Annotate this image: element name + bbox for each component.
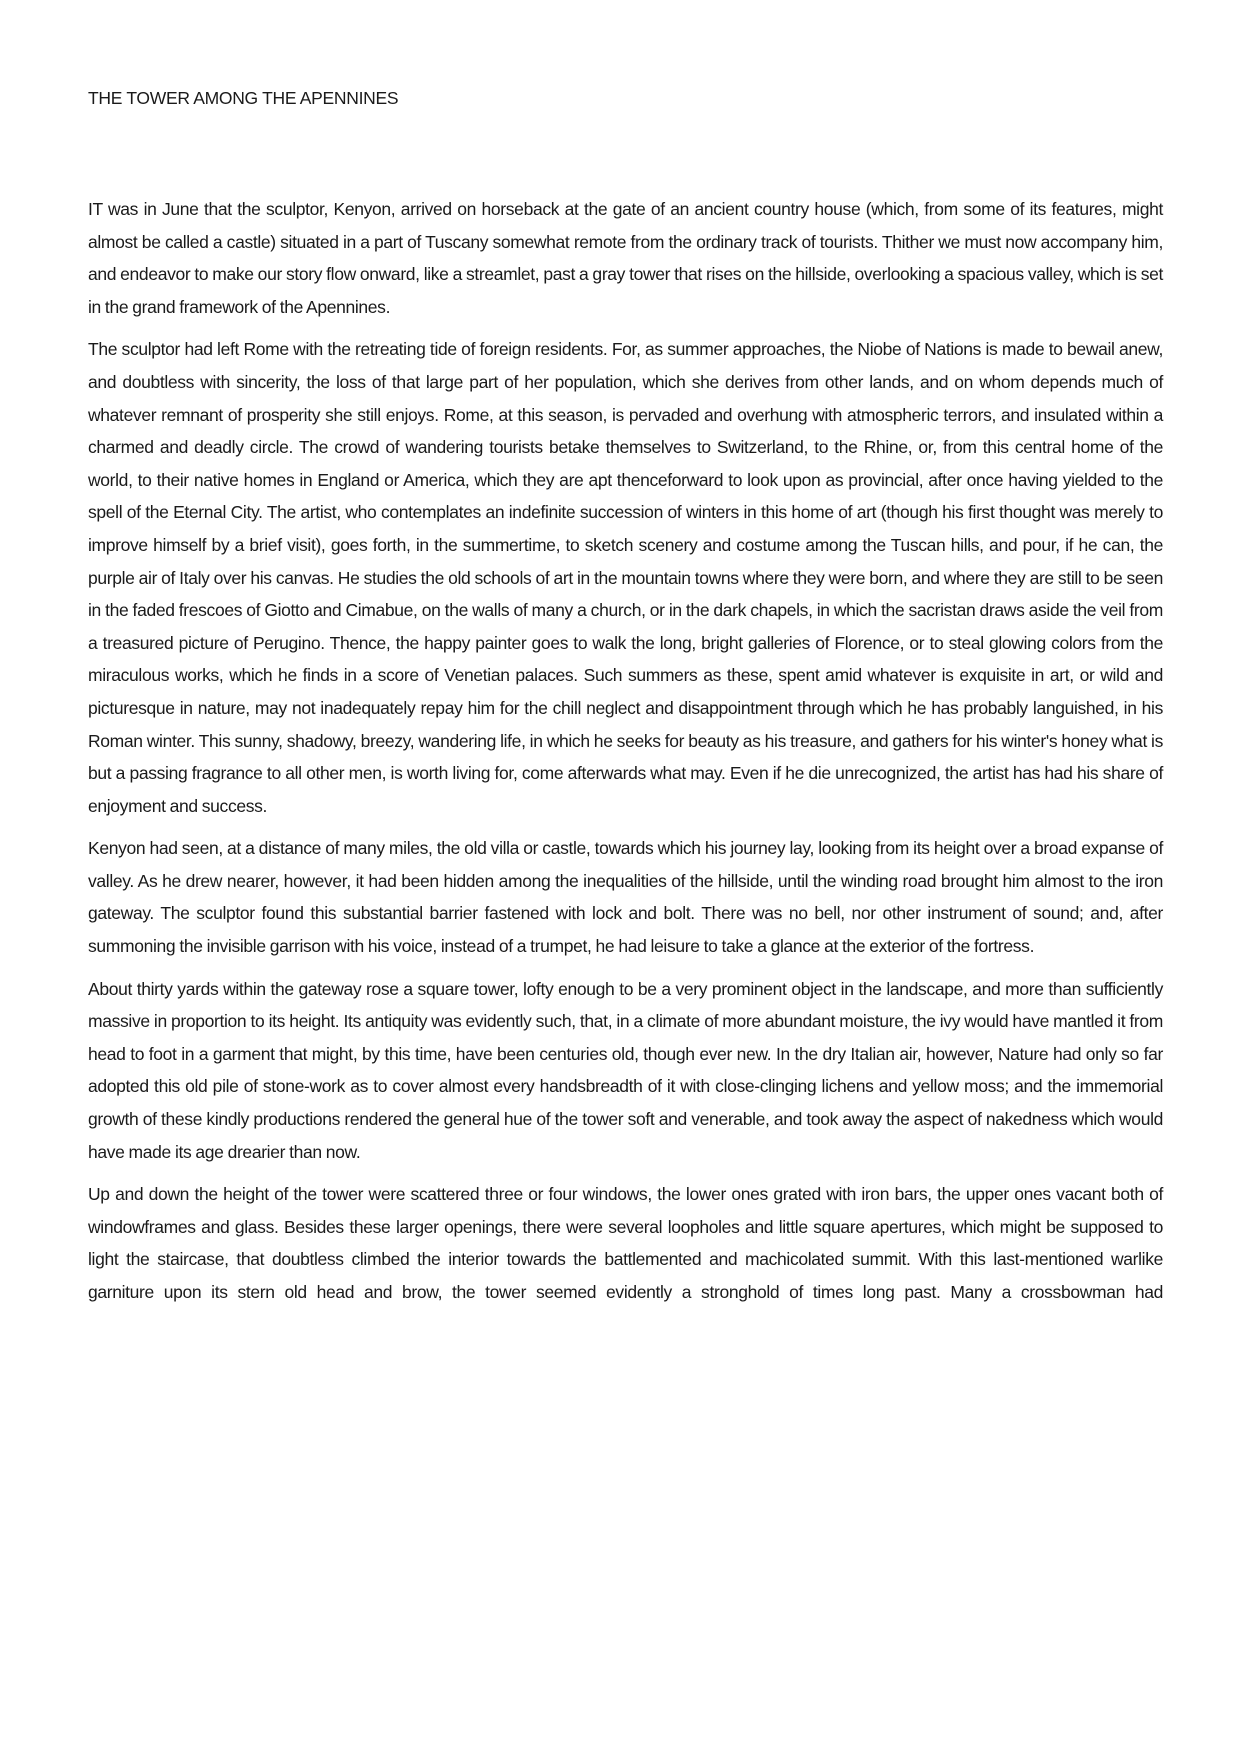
paragraph-5: Up and down the height of the tower were scattered three or four windows, the lower ones grated with iron bars, the upper ones vacant both of windowframes and glass. Besides these larger openings, there were several loopholes and little square apertures, which might be supposed to light the staircase, that doubtless climbed the interior towards the battlemented and machicolated summit. With this last-mentioned warlike garniture upon its stern old head and brow, the tower seemed evidently a stronghold of times long past. Many a crossbowman had [88,1184,1163,1302]
paragraph-3: Kenyon had seen, at a distance of many miles, the old villa or castle, towards which his journey lay, looking from its height over a broad expanse of valley. As he drew nearer, however, it had been hidden among the inequalities of the hillside, until the winding road brought him almost to the iron gateway. The sculptor found this substantial barrier fastened with lock and bolt. There was no bell, nor other instrument of sound; and, after summoning the invisible garrison with his voice, instead of a trumpet, he had leisure to take a glance at the exterior of the fortress. [88,838,1163,957]
paragraph-4: About thirty yards within the gateway rose a square tower, lofty enough to be a very prominent object in the landscape, and more than sufficiently massive in proportion to its height. Its antiquity was evidently such, that, in a climate of more abundant moisture, the ivy would have mantled it from head to foot in a garment that might, by this time, have been centuries old, though ever new. In the dry Italian air, however, Nature had only so far adopted this old pile of stone-work as to cover almost every handsbreadth of it with close-clinging lichens and yellow moss; and the immemorial growth of these kindly productions rendered the general hue of the tower soft and venerable, and took away the aspect of nakedness which would have made its age drearier than now. [88,978,1163,1162]
paragraph-2: The sculptor had left Rome with the retreating tide of foreign residents. For, as summer approaches, the Niobe of Nations is made to bewail anew, and doubtless with sincerity, the loss of that large part of her population, which she derives from other lands, and on whom depends much of whatever remnant of prosperity she still enjoys. Rome, at this season, is pervaded and overhung with atmospheric terrors, and insulated within a charmed and deadly circle. The crowd of wandering tourists betake themselves to Switzerland, to the Rhine, or, from this central home of the world, to their native homes in England or America, which they are apt thenceforward to look upon as provincial, after once having yielded to the spell of the Eternal City. The artist, who contemplates an indefinite succession of winters in this home of art (though his first thought was merely to improve himself by a brief visit), goes forth, in the summertime, to sketch scenery and costume among the Tuscan hills, and pour, if he can, the purple air of Italy over his canvas. He studies the old schools of art in the mountain towns where they were born, and where they are still to be seen in the faded frescoes of Giotto and Cimabue, on the walls of many a church, or in the dark chapels, in which the sacristan draws aside the veil from a treasured picture of Perugino. Thence, the happy painter goes to walk the long, bright galleries of Florence, or to steal glowing colors from the miraculous works, which he finds in a score of Venetian palaces. Such summers as these, spent amid whatever is exquisite in art, or wild and picturesque in nature, may not inadequately repay him for the chill neglect and disappointment through which he has probably languished, in his Roman winter. This sunny, shadowy, breezy, wandering life, in which he seeks for beauty as his treasure, and gathers for his winter's honey what is but a passing fragrance to all other men, is worth living for, come afterwards what may. Even if he die unrecognized, the artist has had his share of enjoyment and success. [88,339,1163,816]
chapter-title: THE TOWER AMONG THE APENNINES [88,88,399,108]
chapter-body [88,193,1163,1319]
paragraph-1: IT was in June that the sculptor, Kenyon, arrived on horseback at the gate of an ancient country house (which, from some of its features, might almost be called a castle) situated in a part of Tuscany somewhat remote from the ordinary track of tourists. Thither we must now accompany him, and endeavor to make our story flow onward, like a streamlet, past a gray tower that rises on the hillside, overlooking a spacious valley, which is set in the grand framework of the Apennines. [88,199,1163,317]
